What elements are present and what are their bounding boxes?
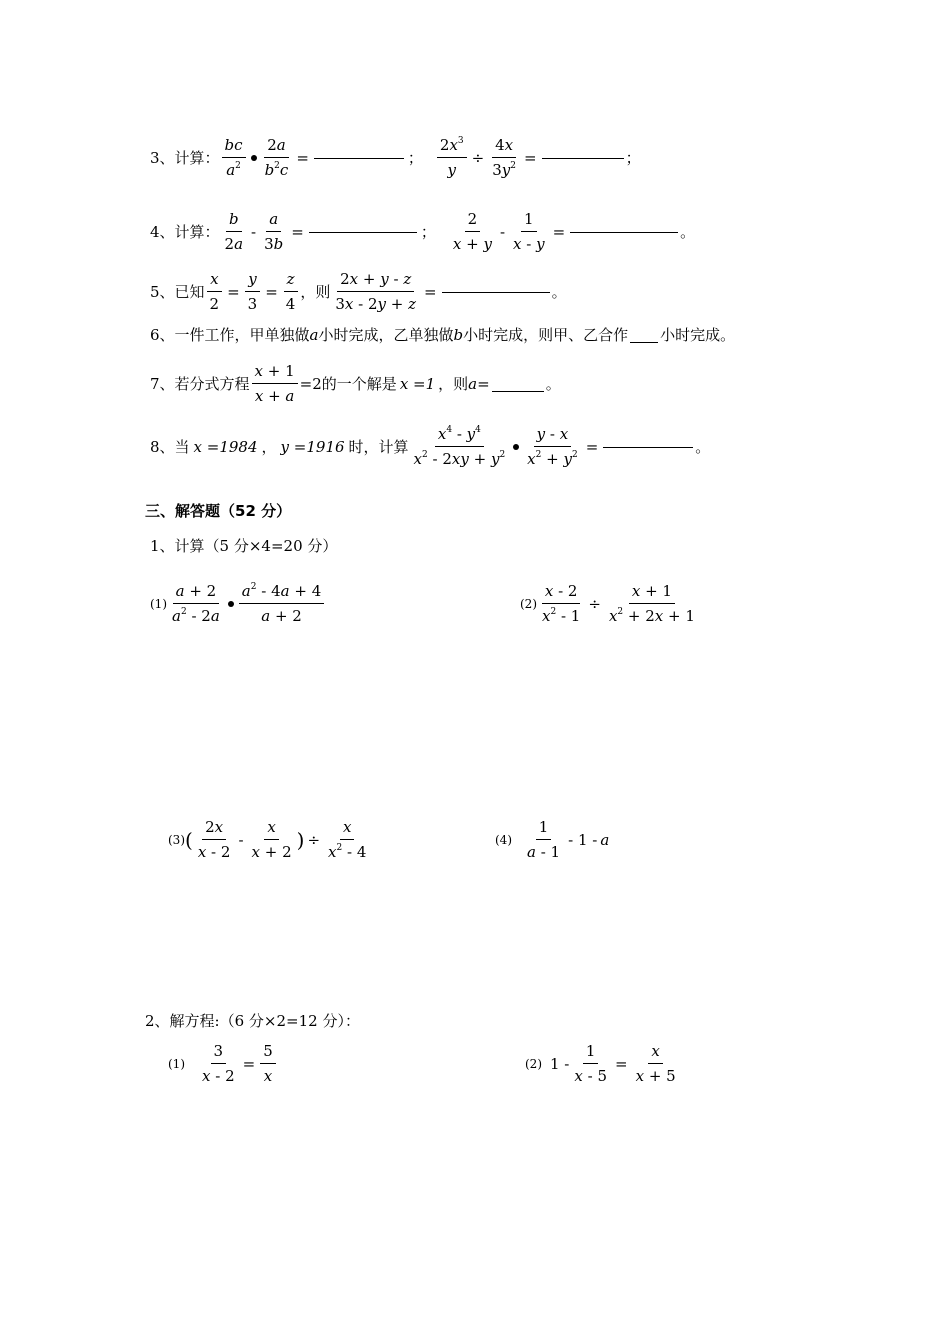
problem-1-3: (3) ( $\frac{2x}{x - 2}$ - $\frac{x}{x + 2}$ ) ÷ $\frac{x}{x^2 - 4}$ xyxy=(168,818,367,861)
question-3: 3、计算： $\frac{bc}{a^2}$ $\frac{2a}{b^2c}$ = ； $\frac{2x^3}{y}$ ÷ $\frac{4x}{3y^2}$ = ； xyxy=(150,136,641,179)
q4-frac-2: $\frac{a}{3b}$ xyxy=(264,210,284,253)
q3-frac-3: $\frac{2x^3}{y}$ xyxy=(437,136,467,179)
question-6: 6、一件工作，甲单独做 a 小时完成，乙单独做 b 小时完成，则甲、乙合作 小时完成。 xyxy=(150,325,736,344)
answer-blank[interactable] xyxy=(309,231,417,233)
q4-frac-1: $\frac{b}{2a}$ xyxy=(224,210,244,253)
problem-2-1: (1) $\frac{3}{x - 2}$ = $\frac{5}{x}$ xyxy=(168,1042,278,1085)
q3-frac-4: $\frac{4x}{3y^2}$ xyxy=(492,136,516,179)
q7-frac: $\frac{x + 1}{x + a}$ xyxy=(252,362,298,405)
part-2-title: 2、解方程:（6 分×2=12 分）： xyxy=(145,1012,360,1030)
answer-blank[interactable] xyxy=(630,341,658,343)
q5-target-frac: $\frac{2x + y - z}{3x - 2y + z}$ xyxy=(335,270,417,313)
answer-blank[interactable] xyxy=(492,390,544,392)
answer-blank[interactable] xyxy=(570,231,678,233)
answer-blank[interactable] xyxy=(542,157,624,159)
q3-frac-1: $\frac{bc}{a^2}$ xyxy=(222,136,246,179)
question-4: 4、计算： $\frac{b}{2a}$ - $\frac{a}{3b}$ = ； $\frac{2}{x + y}$ - $\frac{1}{x - y}$ = 。 xyxy=(150,210,696,253)
part-1-title: 1、计算（5 分×4=20 分） xyxy=(150,537,338,555)
answer-blank[interactable] xyxy=(314,157,404,159)
problem-1-4: (4) $\frac{1}{a - 1}$ - 1 - a xyxy=(495,818,610,861)
multiply-dot-icon xyxy=(513,444,519,450)
problem-1-2: (2) $\frac{x - 2}{x^2 - 1}$ ÷ $\frac{x + 1}{x^2 + 2x + 1}$ xyxy=(520,582,695,625)
problem-2-2: (2) 1 - $\frac{1}{x - 5}$ = $\frac{x}{x + 5}$ xyxy=(525,1042,676,1085)
question-8: 8、当 x =1984 ， y =1916 时，计算 $\frac{x^4 - y^4}{x^2 - 2xy + y^2}$ $\frac{y - x}{x^2 + y^2}$ = 。 xyxy=(150,425,711,468)
answer-blank[interactable] xyxy=(603,446,693,448)
question-7: 7、若分式方程 $\frac{x + 1}{x + a}$ =2 的一个解是 x =1 ，则 a = 。 xyxy=(150,362,561,405)
q4-frac-4: $\frac{1}{x - y}$ xyxy=(513,210,545,253)
problem-1-1: (1) $\frac{a + 2}{a^2 - 2a}$ $\frac{a^2 - 4a + 4}{a + 2}$ xyxy=(150,582,326,625)
q3-label: 3、计算： xyxy=(150,149,220,167)
question-5: 5、已知 $\frac{x}{2}$ = $\frac{y}{3}$ = $\frac{z}{4}$ ，则 $\frac{2x + y - z}{3x - 2y + z}$ = 。 xyxy=(150,270,567,313)
multiply-dot-icon xyxy=(251,155,257,161)
multiply-dot-icon xyxy=(228,601,234,607)
q4-frac-3: $\frac{2}{x + y}$ xyxy=(452,210,492,253)
section-title: 三、解答题（52 分） xyxy=(145,502,292,520)
answer-blank[interactable] xyxy=(442,291,550,293)
q3-frac-2: $\frac{2a}{b^2c}$ xyxy=(264,136,289,179)
q4-label: 4、计算： xyxy=(150,223,220,241)
